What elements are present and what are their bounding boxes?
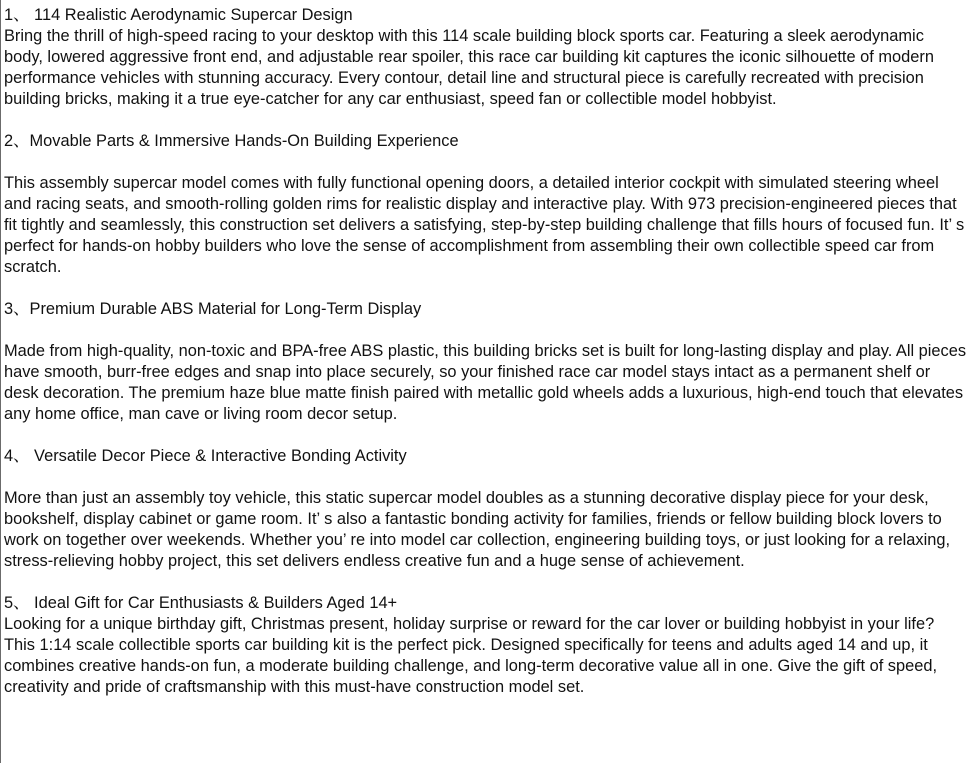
- section-heading: 2、Movable Parts & Immersive Hands-On Building Experience: [4, 132, 459, 150]
- paragraph-spacer: [4, 425, 967, 446]
- section-2: [4, 131, 967, 278]
- section-body: More than just an assembly toy vehicle, this static supercar model doubles as a stunning decorative display piece for your desk, bookshelf, display cabinet or game room. It’ s also a fantastic bonding activity for families, friends or fellow building block lovers to work on together over weekends. Whether you’ re into model car collection, engineering building toys, or just looking for a relaxing, stress-relieving hobby project, this set delivers endless creative fun and a huge sense of achievement.: [4, 489, 951, 570]
- paragraph-spacer: [4, 467, 967, 488]
- section-body: Looking for a unique birthday gift, Christmas present, holiday surprise or reward for the car lover or building hobbyist in your life? This 1:14 scale collectible sports car building kit is the perfect pick. Designed specifically for teens and adults aged 14 and up, it combines creative hands-on fun, a moderate building challenge, and long-term decorative value all in one. Give the gift of speed, creativity and pride of craftsmanship with this must-have construction model set.: [4, 615, 938, 696]
- section-heading: 3、Premium Durable ABS Material for Long-Term Display: [4, 300, 422, 318]
- section-body: Made from high-quality, non-toxic and BPA-free ABS plastic, this building bricks set is built for long-lasting display and play. All pieces have smooth, burr-free edges and snap into place securely, so your finished race car model stays intact as a permanent shelf or desk decoration. The premium haze blue matte finish paired with metallic gold wheels adds a luxurious, high-end touch that elevates any home office, man cave or living room decor setup.: [4, 342, 967, 423]
- paragraph-spacer: [4, 110, 967, 131]
- section-5: [4, 593, 967, 698]
- section-heading: 5、 Ideal Gift for Car Enthusiasts & Builders Aged 14+: [4, 594, 398, 612]
- section-1: [4, 5, 967, 110]
- section-3: [4, 299, 967, 425]
- section-body: This assembly supercar model comes with fully functional opening doors, a detailed interior cockpit with simulated steering wheel and racing seats, and smooth-rolling golden rims for realistic display and interactive play. With 973 precision-engineered pieces that fit tightly and seamlessly, this construction set delivers a satisfying, step-by-step building challenge that fills hours of focused fun. It’ s perfect for hands-on hobby builders who love the sense of accomplishment from assembling their own collectible speed car from scratch.: [4, 174, 965, 276]
- paragraph-spacer: [4, 152, 967, 173]
- paragraph-spacer: [4, 320, 967, 341]
- section-heading: 4、 Versatile Decor Piece & Interactive Bonding Activity: [4, 447, 407, 465]
- paragraph-spacer: [4, 278, 967, 299]
- section-4: [4, 446, 967, 572]
- section-heading: 1、 114 Realistic Aerodynamic Supercar Design: [4, 6, 353, 24]
- paragraph-spacer: [4, 572, 967, 593]
- section-body: Bring the thrill of high-speed racing to your desktop with this 114 scale building block sports car. Featuring a sleek aerodynamic body, lowered aggressive front end, and adjustable rear spoiler, this race car building kit captures the iconic silhouette of modern performance vehicles with stunning accuracy. Every contour, detail line and structural piece is carefully recreated with precision building bricks, making it a true eye-catcher for any car enthusiast, speed fan or collectible model hobbyist.: [4, 27, 934, 108]
